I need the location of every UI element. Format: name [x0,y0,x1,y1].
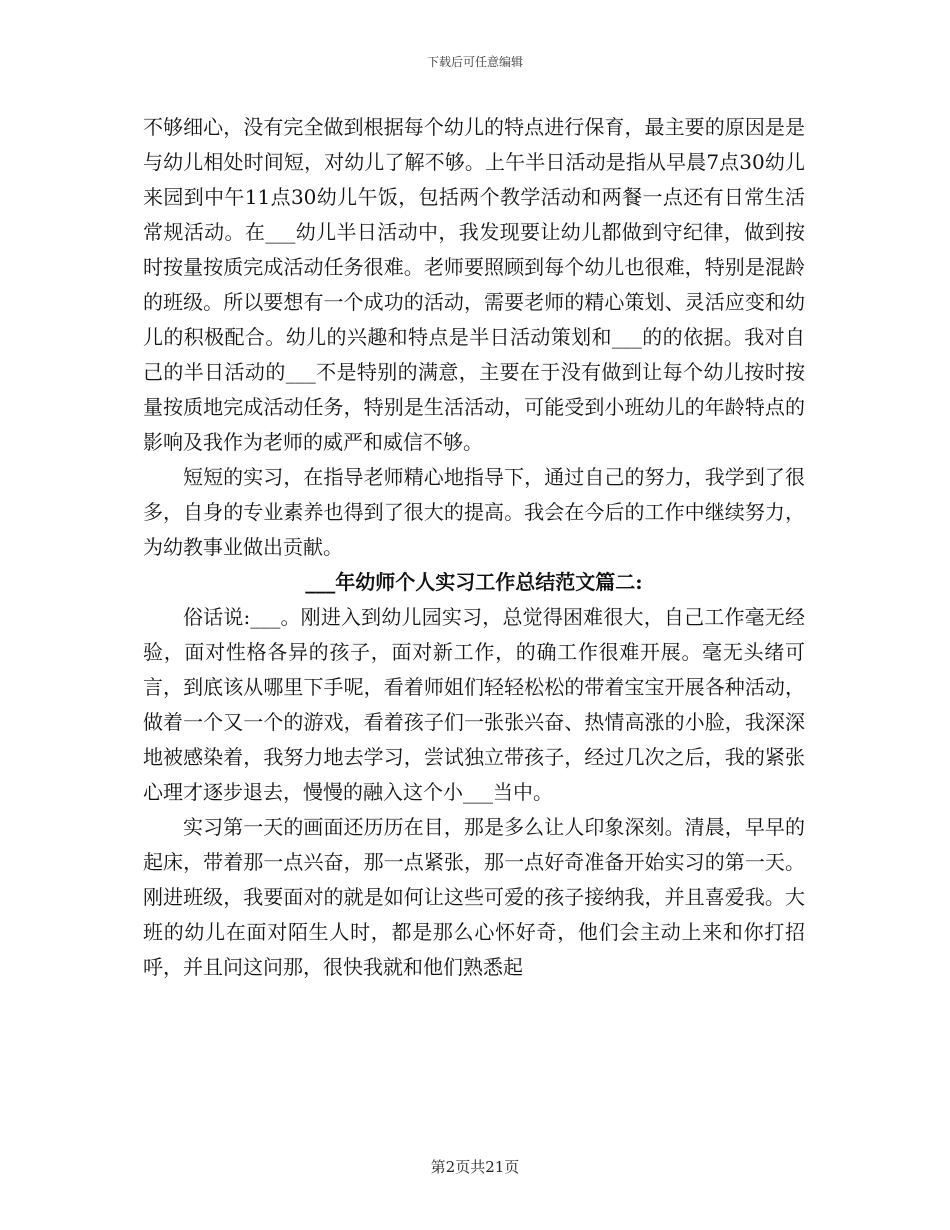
document-body [143,110,805,985]
paragraph-1: 不够细心，没有完全做到根据每个幼儿的特点进行保育，最主要的原因是是与幼儿相处时间短，对幼儿了解不够。上午半日活动是指从早晨7点30幼儿来园到中午11点30幼儿午饭，包括两个教学活动和两餐一点还有日常生活常规活动。在___幼儿半日活动中，我发现要让幼儿都做到守纪律，做到按时按量按质完成活动任务很难。老师要照顾到每个幼儿也很难，特别是混龄的班级。所以要想有一个成功的活动，需要老师的精心策划、灵活应变和幼儿的积极配合。幼儿的兴趣和特点是半日活动策划和___的的依据。我对自己的半日活动的___不是特别的满意，主要在于没有做到让每个幼儿按时按量按质地完成活动任务，特别是生活活动，可能受到小班幼儿的年龄特点的影响及我作为老师的威严和威信不够。 [143,115,805,454]
paragraph-3: 俗话说:___。刚进入到幼儿园实习，总觉得困难很大，自己工作毫无经验，面对性格各异的孩子，面对新工作，的确工作很难开展。毫无头绪可言，到底该从哪里下手呢，看着师姐们轻轻松松的带着宝宝开展各种活动，做着一个又一个的游戏，看着孩子们一张张兴奋、热情高涨的小脸，我深深地被感染着，我努力地去学习，尝试独立带孩子，经过几次之后，我的紧张心理才逐步退去，慢慢的融入这个小___当中。 [143,605,805,804]
page-header: 下载后可任意编辑 [426,55,523,69]
page-footer: 第2页共21页 [430,1158,520,1176]
paragraph-4: 实习第一天的画面还历历在目，那是多么让人印象深刻。清晨，早早的起床，带着那一点兴奋，那一点紧张，那一点好奇准备开始实习的第一天。刚进班级，我要面对的就是如何让这些可爱的孩子接纳我，并且喜爱我。大班的幼儿在面对陌生人时，都是那么心怀好奇，他们会主动上来和你打招呼，并且问这问那，很快我就和他们熟悉起 [143,815,805,979]
paragraph-2: 短短的实习，在指导老师精心地指导下，通过自己的努力，我学到了很多，自身的专业素养也得到了很大的提高。我会在今后的工作中继续努力，为幼教事业做出贡献。 [143,465,805,559]
section-title: ___年幼师个人实习工作总结范文篇二: [305,570,643,594]
